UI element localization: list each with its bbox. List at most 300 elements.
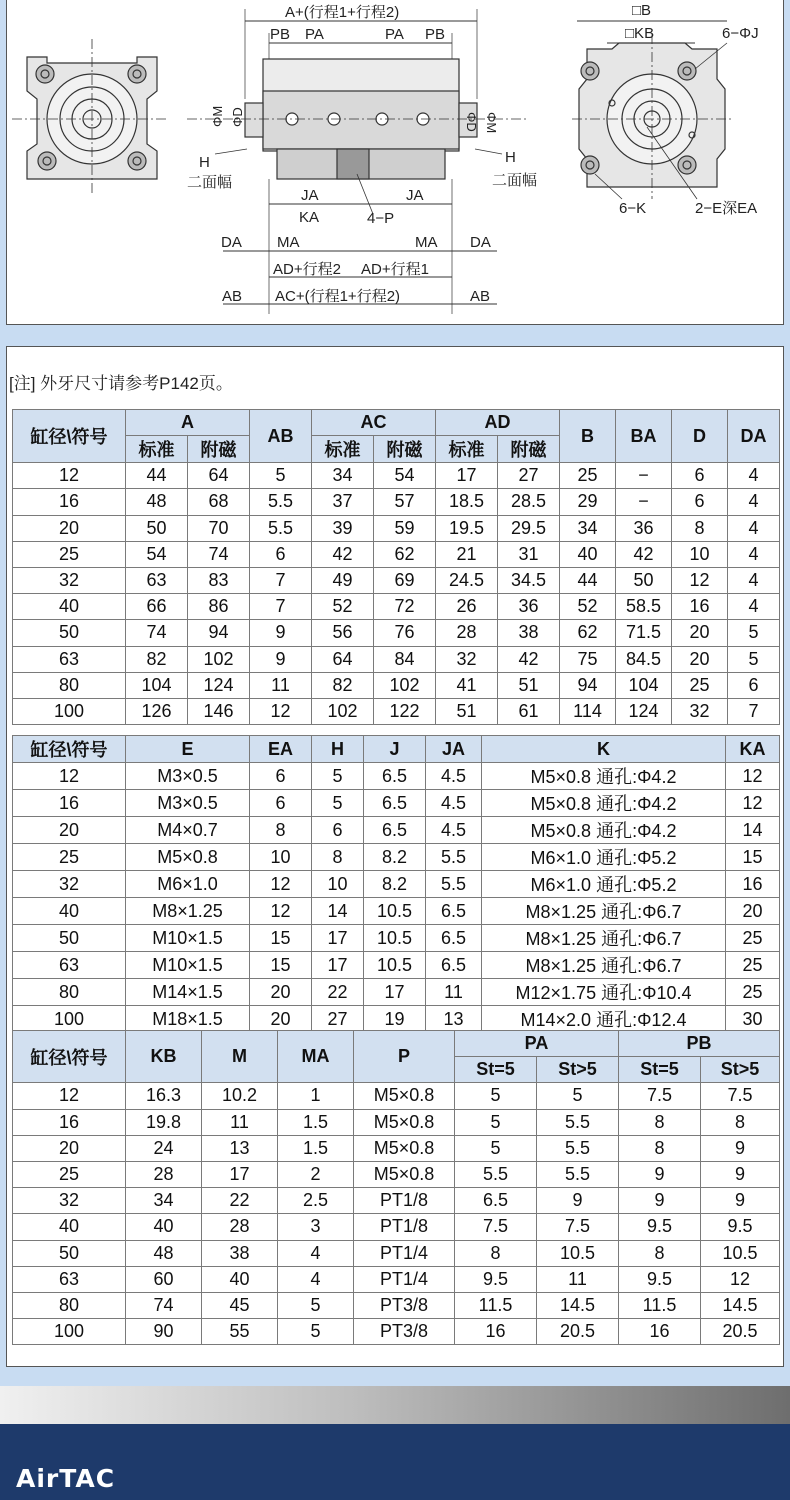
subheader-ac-standard: 标准 [312,436,374,463]
table-cell: M5×0.8 [126,844,250,871]
table-cell: − [616,463,672,489]
dim-label-pa-right: PA [385,26,404,43]
right-end-view [572,21,732,199]
table-cell: 29 [560,489,616,515]
dim-label-two-flats-right: 二面幅 [492,172,538,189]
table-cell: 16 [726,871,780,898]
table-cell: 5.5 [426,844,482,871]
header-bore: 缸径\符号 [13,410,126,463]
table-cell: 6 [728,672,780,698]
left-end-view [12,39,167,194]
table-cell: 5 [455,1083,537,1109]
table-cell: 19.8 [126,1109,202,1135]
table-cell: 86 [188,594,250,620]
table-cell: M14×2.0 通孔:Φ12.4 [482,1006,726,1033]
table-cell: 62 [374,541,436,567]
table-cell: 10.5 [701,1240,780,1266]
table-cell: PT1/4 [354,1266,455,1292]
table-cell: 16 [619,1319,701,1345]
table-cell: 4.5 [426,790,482,817]
table-cell: 3 [278,1214,354,1240]
table-row [13,1266,780,1292]
table-cell: 51 [436,698,498,724]
table-cell: 14.5 [537,1292,619,1318]
table-cell: 12 [726,790,780,817]
table-cell: 19.5 [436,515,498,541]
table-cell: 49 [312,567,374,593]
table-cell: 6.5 [364,790,426,817]
table-row [13,1006,780,1033]
table-cell: 26 [436,594,498,620]
table-cell: 8 [312,844,364,871]
table-cell: 4 [278,1266,354,1292]
table-cell: 42 [312,541,374,567]
table-cell: 36 [498,594,560,620]
table-cell: 122 [374,698,436,724]
table-cell: 11.5 [619,1292,701,1318]
table-cell: 4 [278,1240,354,1266]
table-cell: 84.5 [616,646,672,672]
table-cell: 17 [312,925,364,952]
dimension-table-1-body [13,463,780,725]
table-cell: PT1/8 [354,1188,455,1214]
table-row [13,844,780,871]
table-cell: 55 [202,1319,278,1345]
table-cell: 1.5 [278,1109,354,1135]
table-cell: M12×1.75 通孔:Φ10.4 [482,979,726,1006]
subheader-ad-standard: 标准 [436,436,498,463]
table-cell: 17 [312,952,364,979]
table-cell: 57 [374,489,436,515]
table-cell: 146 [188,698,250,724]
table-cell: 10.5 [364,898,426,925]
header-ab: AB [250,410,312,463]
table-cell: 31 [498,541,560,567]
bore-size-cell: 80 [13,979,126,1006]
table-cell: 18.5 [436,489,498,515]
dimension-drawing-panel [6,0,784,325]
table-cell: 76 [374,620,436,646]
table-cell: 7 [250,594,312,620]
table-cell: 12 [250,871,312,898]
table-cell: 70 [188,515,250,541]
table-cell: 5 [455,1109,537,1135]
table-cell: PT1/8 [354,1214,455,1240]
table-cell: 12 [250,898,312,925]
table-cell: 5 [312,790,364,817]
table-cell: 8 [619,1109,701,1135]
table-cell: M10×1.5 [126,952,250,979]
header-kb: KB [126,1031,202,1083]
subheader-pb-stgt5: St>5 [701,1057,780,1083]
table-cell: 36 [616,515,672,541]
table-cell: 5 [455,1135,537,1161]
table-cell: 24 [126,1135,202,1161]
table-cell: 41 [436,672,498,698]
table-cell: 14.5 [701,1292,780,1318]
table-cell: 72 [374,594,436,620]
dim-label-6k: 6−K [619,200,647,217]
table-cell: M5×0.8 [354,1135,455,1161]
table-cell: 14 [312,898,364,925]
bore-size-cell: 12 [13,463,126,489]
bore-size-cell: 16 [13,1109,126,1135]
table-cell: 9.5 [619,1214,701,1240]
table-cell: 28 [202,1214,278,1240]
table-cell: 17 [364,979,426,1006]
table-cell: 9 [701,1161,780,1187]
bore-size-cell: 63 [13,1266,126,1292]
header-bore: 缸径\符号 [13,1031,126,1083]
header-ja: JA [426,736,482,763]
dim-label-h-left: H [199,154,210,171]
table-cell: 4.5 [426,763,482,790]
table-cell: 15 [726,844,780,871]
table-row [13,790,780,817]
table-cell: 4 [728,567,780,593]
table-cell: M8×1.25 通孔:Φ6.7 [482,925,726,952]
table-cell: 6.5 [426,898,482,925]
table-cell: 11 [537,1266,619,1292]
table-cell: 74 [126,620,188,646]
bore-size-cell: 80 [13,672,126,698]
table-cell: 15 [250,952,312,979]
table-cell: 8.2 [364,844,426,871]
table-cell: 11 [250,672,312,698]
table-cell: 9 [701,1188,780,1214]
table-cell: 21 [436,541,498,567]
table-row [13,541,780,567]
table-cell: 6.5 [364,763,426,790]
table-row [13,1161,780,1187]
table-cell: 5 [250,463,312,489]
table-cell: 25 [726,925,780,952]
table-cell: M8×1.25 [126,898,250,925]
header-bore: 缸径\符号 [13,736,126,763]
table-row [13,1188,780,1214]
table-cell: 5.5 [537,1109,619,1135]
table-cell: 22 [202,1188,278,1214]
table-cell: 15 [250,925,312,952]
table-cell: 5.5 [537,1135,619,1161]
bore-size-cell: 40 [13,1214,126,1240]
table-cell: 22 [312,979,364,1006]
table-cell: 25 [560,463,616,489]
table-cell: 6 [250,541,312,567]
dim-label-da-right: DA [470,234,491,251]
dim-label-da-left: DA [221,234,242,251]
external-thread-note: [注] 外牙尺寸请参考P142页。 [9,374,233,393]
table-cell: 10 [312,871,364,898]
table-row [13,925,780,952]
table-cell: 56 [312,620,374,646]
table-cell: 13 [202,1135,278,1161]
header-p: P [354,1031,455,1083]
table-cell: 32 [672,698,728,724]
table-cell: 6.5 [426,925,482,952]
table-cell: 114 [560,698,616,724]
table-cell: M4×0.7 [126,817,250,844]
table-cell: 50 [616,567,672,593]
table-cell: 102 [188,646,250,672]
table-cell: 12 [250,698,312,724]
table-cell: 16 [672,594,728,620]
table-cell: 25 [726,979,780,1006]
dim-label-h-right: H [505,149,516,166]
table-cell: 17 [202,1161,278,1187]
table-cell: M6×1.0 通孔:Φ5.2 [482,844,726,871]
table-cell: 27 [312,1006,364,1033]
table-cell: 9.5 [619,1266,701,1292]
table-cell: 52 [560,594,616,620]
table-cell: 11.5 [455,1292,537,1318]
header-da: DA [728,410,780,463]
table-cell: 1.5 [278,1135,354,1161]
table-cell: 74 [188,541,250,567]
table-cell: 64 [188,463,250,489]
table-cell: 4 [728,594,780,620]
table-cell: 61 [498,698,560,724]
dim-label-ad-stroke2: AD+行程2 [273,261,341,278]
table-cell: 10.5 [364,925,426,952]
table-cell: 102 [312,698,374,724]
dim-label-b: □B [632,2,652,19]
table-cell: 82 [312,672,374,698]
table-cell: 104 [616,672,672,698]
header-ma: MA [278,1031,354,1083]
table-cell: 17 [436,463,498,489]
table-row [13,620,780,646]
table-cell: 9.5 [455,1266,537,1292]
bore-size-cell: 16 [13,790,126,817]
table-cell: 6 [672,489,728,515]
table-cell: 38 [498,620,560,646]
table-cell: 20 [250,979,312,1006]
table-cell: 8 [672,515,728,541]
table-cell: 5 [728,620,780,646]
table-cell: M5×0.8 通孔:Φ4.2 [482,763,726,790]
table-row [13,672,780,698]
header-ka: KA [726,736,780,763]
table-cell: 5.5 [455,1161,537,1187]
table-cell: 20.5 [701,1319,780,1345]
table-cell: 37 [312,489,374,515]
table-cell: 28 [436,620,498,646]
table-cell: 28 [126,1161,202,1187]
header-ba: BA [616,410,672,463]
airtac-logo: AirTAC [16,1464,116,1493]
table-cell: 20 [672,620,728,646]
dim-label-ab-left: AB [222,288,243,305]
table-cell: 71.5 [616,620,672,646]
table-row [13,898,780,925]
dim-label-ma-right: MA [415,234,438,251]
dim-label-ma-left: MA [277,234,300,251]
dim-label-2e: 2−E深EA [695,200,758,217]
table-cell: 39 [312,515,374,541]
dimension-table-2 [12,735,780,1033]
table-cell: 54 [374,463,436,489]
bore-size-cell: 63 [13,952,126,979]
table-cell: 52 [312,594,374,620]
table-cell: 42 [498,646,560,672]
bore-size-cell: 80 [13,1292,126,1318]
table-cell: M5×0.8 通孔:Φ4.2 [482,790,726,817]
table-cell: 7 [250,567,312,593]
table-cell: 58.5 [616,594,672,620]
table-cell: 40 [202,1266,278,1292]
bore-size-cell: 100 [13,698,126,724]
table-row [13,646,780,672]
table-cell: 34.5 [498,567,560,593]
table-cell: 13 [426,1006,482,1033]
table-cell: 5 [278,1319,354,1345]
table-row [13,515,780,541]
table-cell: 4 [728,489,780,515]
table-cell: PT3/8 [354,1292,455,1318]
dim-label-pa-left: PA [305,26,324,43]
table-cell: 124 [616,698,672,724]
dim-label-ja-right: JA [406,187,424,204]
table-cell: 12 [726,763,780,790]
dim-label-phi-d-right: ΦD [464,112,479,132]
bore-size-cell: 32 [13,567,126,593]
bore-size-cell: 100 [13,1319,126,1345]
table-cell: 45 [202,1292,278,1318]
table-cell: 90 [126,1319,202,1345]
table-cell: 25 [726,952,780,979]
table-row [13,1109,780,1135]
table-cell: M6×1.0 [126,871,250,898]
table-cell: 6.5 [455,1188,537,1214]
dim-label-phi-m-left: ΦM [210,105,225,127]
table-cell: PT1/4 [354,1240,455,1266]
dim-label-6j: 6−ΦJ [722,25,759,42]
subheader-ad-magnetic: 附磁 [498,436,560,463]
table-cell: 126 [126,698,188,724]
table-cell: 11 [426,979,482,1006]
table-cell: 7.5 [701,1083,780,1109]
bore-size-cell: 25 [13,541,126,567]
table-cell: 25 [672,672,728,698]
table-cell: 38 [202,1240,278,1266]
header-k: K [482,736,726,763]
dim-label-phi-m-right: ΦM [484,112,499,134]
dimension-table-1 [12,409,780,725]
header-ac: AC [312,410,436,436]
table-cell: 7.5 [537,1214,619,1240]
table-cell: 6.5 [364,817,426,844]
table-row [13,817,780,844]
table-row [13,567,780,593]
table-cell: 5.5 [250,489,312,515]
bore-size-cell: 50 [13,1240,126,1266]
table-cell: 10.5 [537,1240,619,1266]
subheader-ac-magnetic: 附磁 [374,436,436,463]
table-cell: 30 [726,1006,780,1033]
gradient-divider [0,1386,790,1424]
subheader-pa-stgt5: St>5 [537,1057,619,1083]
table-row [13,698,780,724]
table-cell: 2 [278,1161,354,1187]
table-cell: 4.5 [426,817,482,844]
subheader-a-standard: 标准 [126,436,188,463]
table-cell: 12 [701,1266,780,1292]
table-cell: 34 [312,463,374,489]
table-cell: 10 [250,844,312,871]
table-row [13,1292,780,1318]
header-e: E [126,736,250,763]
table-cell: M3×0.5 [126,790,250,817]
spec-tables-panel [6,346,784,1367]
table-cell: 9 [250,620,312,646]
dim-label-pb-left: PB [270,26,291,43]
table-cell: 8 [250,817,312,844]
header-j: J [364,736,426,763]
table-cell: 6 [250,790,312,817]
table-cell: 66 [126,594,188,620]
bore-size-cell: 25 [13,844,126,871]
bore-size-cell: 32 [13,1188,126,1214]
table-cell: 34 [126,1188,202,1214]
table-cell: 7.5 [619,1083,701,1109]
bore-size-cell: 20 [13,817,126,844]
table-cell: 32 [436,646,498,672]
dim-label-ab-right: AB [470,288,491,305]
dim-label-ja-left: JA [301,187,319,204]
table-cell: M18×1.5 [126,1006,250,1033]
table-cell: 2.5 [278,1188,354,1214]
table-cell: 5.5 [426,871,482,898]
table-cell: 69 [374,567,436,593]
table-cell: 8 [701,1109,780,1135]
side-view [187,9,527,314]
table-cell: 62 [560,620,616,646]
table-cell: 7 [728,698,780,724]
table-cell: 64 [312,646,374,672]
table-cell: 5 [278,1292,354,1318]
table-cell: 40 [560,541,616,567]
table-cell: 34 [560,515,616,541]
dim-label-kb: □KB [625,25,655,42]
table-cell: 9 [250,646,312,672]
header-h: H [312,736,364,763]
table-cell: 63 [126,567,188,593]
bore-size-cell: 100 [13,1006,126,1033]
table-cell: 6 [312,817,364,844]
dim-label-ka: KA [299,209,320,226]
table-cell: 10 [672,541,728,567]
table-cell: 5 [728,646,780,672]
bore-size-cell: 40 [13,594,126,620]
table-cell: 8 [619,1135,701,1161]
table-cell: 5 [537,1083,619,1109]
bore-size-cell: 20 [13,1135,126,1161]
subheader-pb-st5: St=5 [619,1057,701,1083]
table-cell: M10×1.5 [126,925,250,952]
header-ad: AD [436,410,560,436]
table-cell: 7.5 [455,1214,537,1240]
table-cell: M8×1.25 通孔:Φ6.7 [482,952,726,979]
table-cell: 48 [126,489,188,515]
header-b: B [560,410,616,463]
table-cell: 59 [374,515,436,541]
table-cell: 68 [188,489,250,515]
table-cell: 14 [726,817,780,844]
table-row [13,594,780,620]
table-cell: 6 [672,463,728,489]
table-cell: M14×1.5 [126,979,250,1006]
